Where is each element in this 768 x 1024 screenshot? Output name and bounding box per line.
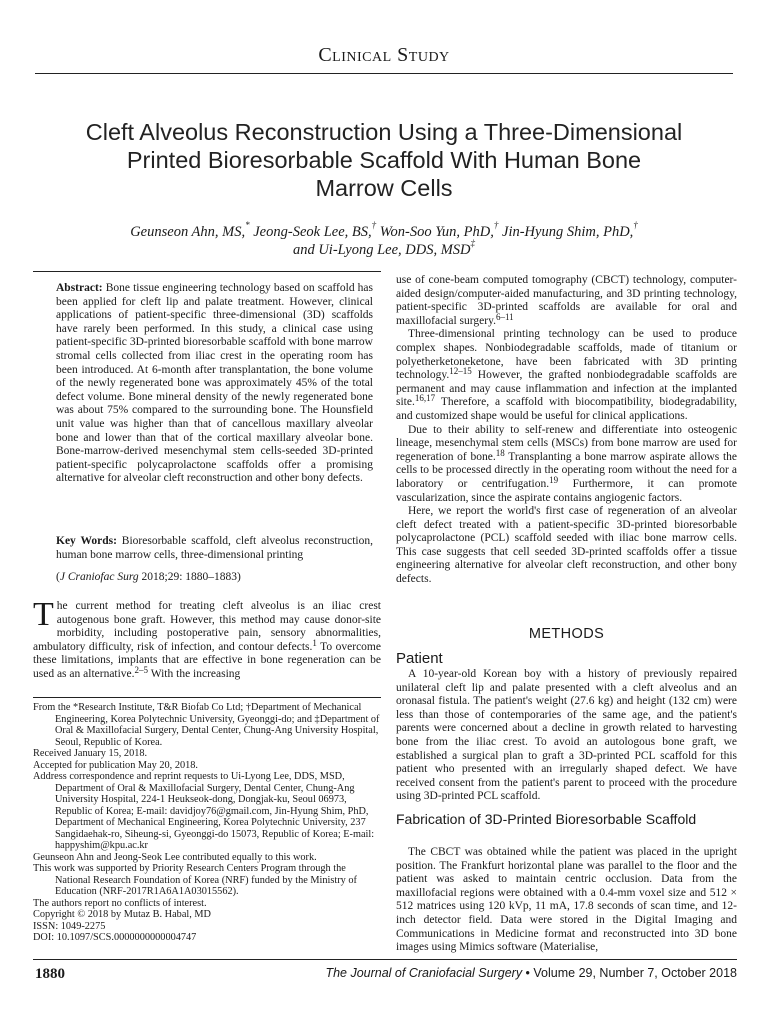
reference: 18 (495, 447, 505, 458)
intro-text: With the increasing (148, 667, 241, 680)
author: Won-Soo Yun, PhD, (376, 224, 494, 240)
fabrication-section (396, 846, 737, 955)
article-title (40, 118, 728, 202)
equal-contribution-note: Geunseon Ahn and Jeong-Seok Lee contributed equally to this work. (33, 851, 317, 863)
reference: 6–11 (495, 311, 514, 322)
paragraph-text: Three-dimensional printing technology can be used to produce complex shapes. Nonbiodegradable scaffolds, made of titanium or polyetherketoneketone, have been fabricated with 3D printing technology. (396, 328, 737, 382)
journal-issue: • Volume 29, Number 7, October 2018 (522, 966, 737, 980)
intro-text: To overcome these limitations, implants that are effective in bone regeneration can be used as an alternative. (33, 640, 381, 680)
patient-heading: Patient (396, 650, 443, 667)
citation-rest: 2018;29: 1880–1883) (138, 571, 241, 583)
paragraph (396, 505, 737, 587)
author: and Ui-Lyong Lee, DDS, MSD (292, 242, 471, 258)
affiliation-mark: † (493, 220, 499, 230)
title-line: Cleft Alveolus Reconstruction Using a Three-Dimensional (85, 119, 683, 145)
paragraph-text: Furthermore, it can promote vascularization, since the aspirate contains angiogenic factors. (396, 477, 738, 504)
paragraph (396, 274, 737, 328)
reference: 2–5 (134, 664, 149, 675)
accepted-date: Accepted for publication May 20, 2018. (33, 759, 198, 771)
doi: DOI: 10.1097/SCS.0000000000004747 (33, 932, 197, 943)
keywords (56, 535, 373, 562)
journal-footer (250, 966, 737, 980)
page-number: 1880 (35, 966, 65, 982)
reference: 16,17 (414, 393, 436, 404)
keywords-text: Bioresorbable scaffold, cleft alveolus reconstruction, human bone marrow cells, three-dimensional printing (56, 535, 373, 561)
paragraph-text: Transplanting a bone marrow aspirate allows the cells to be processed directly in the operating room without the need for a laboratory or centrifugation. (396, 450, 737, 490)
paragraph-text: However, the grafted nonbiodegradable scaffolds are permanent and may cause inflammation and infection at the implanted site. (396, 369, 737, 409)
header-rule (35, 73, 733, 74)
introduction (33, 596, 381, 682)
footer-rule (33, 959, 737, 960)
author-line (40, 238, 728, 259)
journal-name: The Journal of Craniofacial Surgery (325, 966, 523, 980)
affiliations-note: From the *Research Institute, T&R Biofab Co Ltd; †Department of Mechanical Engineering, Korea Polytechnic University, Gyeonggi-do; and ‡Department of Oral & Maxillofacial Surgery, Dental Center, Chung-Ang University Hospital, Seoul, Republic of Korea. (33, 702, 380, 748)
paragraph (396, 424, 737, 506)
citation-journal: J Craniofac Surg (59, 571, 139, 583)
author: Jeong-Seok Lee, BS, (249, 224, 372, 240)
fabrication-heading: Fabrication of 3D-Printed Bioresorbable Scaffold (396, 811, 697, 827)
citation-open: ( (56, 571, 60, 583)
reference: 19 (549, 474, 559, 485)
affiliation-mark: * (245, 220, 250, 230)
affiliation-mark: † (371, 220, 377, 230)
article-notes (33, 702, 381, 944)
funding-note: This work was supported by Priority Research Centers Program through the National Research Foundation of Korea (NRF) funded by the Ministry of Education (NRF-2017R1A6A1A03015562). (33, 863, 357, 897)
abstract-text: Bone tissue engineering technology based on scaffold has been applied for cleft lip and palate treatment. However, clinical applications of patient-specific three-dimensional (3D) scaffolds have rarely been performed. In this study, a clinical case using patient-specific 3D-printed bioresorbable scaffold with bone marrow stromal cells collected from iliac crest in the operating room has been introduced. At 6-month after transplantation, the bone volume of the newly regenerated bone was approximately 45% of the total defect volume. Bone mineral density of the newly regenerated bone was about 75% compared to the surrounding bone. The Hounsfield unit value was higher than that of cancellous maxillary alveolar bone and lower than that of the cortical maxillary alveolar bone. Bone-marrow-derived mesenchymal stem cells-seeded 3D-printed patient-specific polycaprolactone scaffolds offer a promising alternative for alveolar cleft reconstruction and other bony defects. (56, 282, 373, 485)
author: Geunseon Ahn, MS, (130, 224, 246, 240)
section-tag: Clinical Study (318, 44, 450, 66)
citation (56, 571, 373, 585)
right-column (396, 274, 737, 587)
author-line (40, 220, 728, 241)
paragraph-text: Due to their ability to self-renew and differentiate into osteogenic lineage, mesenchymal stem cells (MSCs) from bone marrow are used for regeneration of bone. (396, 423, 737, 463)
title-line: Printed Bioresorbable Scaffold With Human Bone (126, 147, 642, 173)
abstract (56, 282, 373, 486)
correspondence-note: Address correspondence and reprint requests to Ui-Lyong Lee, DDS, MSD, Department of Oral & Maxillofacial Surgery, Dental Center, Chung-Ang University Hospital, 224-1 Heukseok-dong, Dongjak-ku, Seoul 06973, Republic of Korea; E-mail: davidjoy76@gmail.com, Jin-Hyung Shim, PhD, Department of Mechanical Engineering, Korea Polytechnic University, 237 Sangidaehak-ro, Siheung-si, Gyeonggi-do 15073, Republic of Korea; E-mail: happyshim@kpu.ac.kr (33, 771, 375, 851)
paragraph-text: use of cone-beam computed tomography (CBCT) technology, computer-aided design/computer-aided manufacturing, and 3D printing technology, patient-specific 3D-printed scaffolds are available for oral and maxillofacial surgery. (396, 274, 737, 327)
copyright-note: Copyright © 2018 by Mutaz B. Habal, MD (33, 909, 211, 920)
issn: ISSN: 1049-2275 (33, 920, 106, 932)
intro-text: he current method for treating cleft alveolus is an iliac crest autogenous bone graft. However, this method may cause donor-site morbidity, including postoperative pain, sensory abnormalities, ambulatory difficulty, risk of infection, and contour defects. (33, 600, 381, 653)
affiliation-mark: ‡ (470, 238, 476, 248)
paragraph-text: Therefore, a scaffold with biocompatibility, biodegradability, and customized shape would be useful for clinical applications. (396, 396, 737, 422)
author: Jin-Hyung Shim, PhD, (498, 224, 634, 240)
paragraph (396, 328, 737, 423)
abstract-label: Abstract: (56, 282, 103, 294)
patient-text: A 10-year-old Korean boy with a history of previously repaired unilateral cleft lip and palate presented with a cleft alveolus and an oronasal fistula. The patient's weight (27.6 kg) and height (132 cm) were less than those of contemporaries of the same age, and the patient's parents were concerned about a decline in growth related to harvesting bone from the iliac crest. To avoid an autologous bone graft, we established a surgical plan to graft a 3D-printed PCL scaffold for this patient who presented with an irregularly shaped defect. We have received consent from the patient's parent to proceed with the procedure using 3D-printed PCL scaffold. (396, 668, 737, 803)
methods-heading: METHODS (528, 626, 605, 642)
reference: 12–15 (449, 366, 472, 377)
received-date: Received January 15, 2018. (33, 748, 148, 759)
affiliation-mark: † (633, 220, 638, 230)
reference: 1 (312, 637, 317, 648)
drop-cap: T (33, 596, 54, 633)
title-line: Marrow Cells (315, 175, 453, 201)
fabrication-text: The CBCT was obtained while the patient was placed in the upright position. The Frankfurt horizontal plane was parallel to the floor and the patient was asked to maintain centric occlusion. Data from the maxillofacial regions were obtained with a 0.4-mm voxel size and 512 × 512 matrices using 120 kVp, 11 mA, 17.8 seconds of scan time, and 12-inch detector field. Data were stored in the Digital Imaging and Communications in Medicine format and reconstructed into 3D bone images using Mimics software (Materialise, (396, 846, 737, 954)
author-list (40, 220, 728, 259)
patient-section (396, 668, 737, 804)
notes-rule (33, 697, 381, 698)
conflict-note: The authors report no conflicts of interest. (33, 897, 207, 909)
keywords-label: Key Words: (56, 535, 117, 547)
paragraph-text: Here, we report the world's first case of regeneration of an alveolar cleft defect treated with a patient-specific 3D-printed bioresorbable polycaprolactone (PCL) scaffold seeded with iliac bone marrow cells. This case suggests that cell seeded 3D-printed scaffolds offer a tissue engineering alternative for alveolar cleft reconstruction, and other bony defects. (396, 505, 737, 586)
